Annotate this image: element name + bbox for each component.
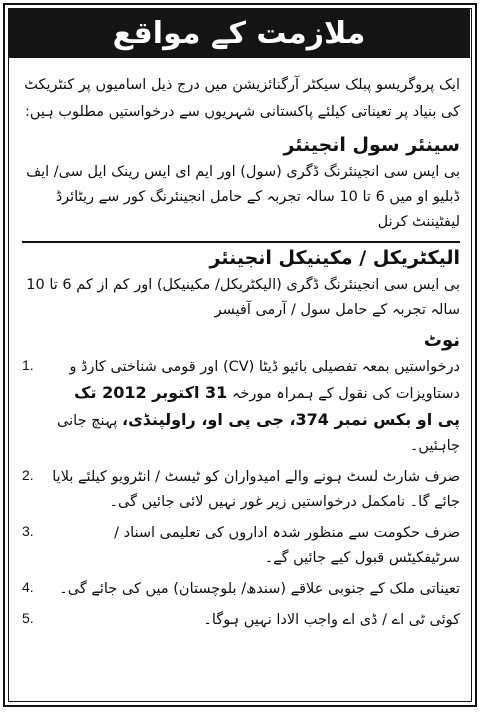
item-text: صرف حکومت سے منظور شدہ اداروں کی تعلیمی اسناد / سرٹیفکیٹس قبول کیے جائیں گے۔ [114, 525, 460, 566]
item-text: صرف شارٹ لسٹ ہونے والے امیدواران کو ٹیسٹ / انٹرویو کیلئے بلایا جائے گا۔ نامکمل درخواستیں زیر غور نہیں لائی جائیں گی۔ [52, 469, 460, 510]
position-title-electrical: الیکٹریکل / مکینیکل انجینئر [22, 241, 460, 271]
item-number: 3. [22, 523, 34, 539]
item-text: کوئی ٹی اے / ڈی اے واجب الادا نہیں ہوگا۔ [203, 612, 460, 628]
item-text: تعیناتی ملک کے جنوبی علاقے (سندھ/ بلوچستان) میں کی جائے گی۔ [59, 581, 460, 597]
ad-content [22, 72, 460, 700]
item-number: 2. [22, 467, 34, 483]
position-description-electrical: بی ایس سی انجینئرنگ ڈگری (الیکٹریکل/ مکینیکل) اور کم از کم 6 تا 10 سالہ تجربہ کے حامل سول / آرمی آفیسر [26, 277, 460, 318]
list-item [22, 465, 460, 515]
item-deadline-address: 31 اکتوبر 2012 تک پی او بکس نمبر 374، جی پی او، راولپنڈی، [74, 383, 460, 429]
item-text-tail: پہنچ جانی چاہئیں۔ [57, 413, 460, 454]
page-title: ملازمت کے مواقع [112, 15, 366, 51]
item-text [57, 359, 460, 454]
notes-heading: نوٹ [423, 330, 460, 351]
list-item [22, 521, 460, 571]
list-item [22, 577, 460, 602]
position-title-civil: سینئر سول انجینئر [283, 134, 460, 156]
item-text-main: درخواستیں بمعہ تفصیلی بائیو ڈیٹا (CV) اور قومی شناختی کارڈ و دستاویزات کی نقول کے ہمراہ مورخہ [69, 359, 460, 402]
list-item [22, 355, 460, 459]
item-number: 5. [22, 610, 34, 626]
item-number: 4. [22, 579, 34, 595]
title-banner [8, 8, 470, 58]
item-number: 1. [22, 357, 34, 373]
list-item [22, 608, 460, 633]
intro-paragraph: ایک پروگریسو پبلک سیکٹر آرگنائزیشن میں درج ذیل اسامیوں پر کنٹریکٹ کی بنیاد پر تعیناتی کیلئے پاکستانی شہریوں سے درخواستیں مطلوب ہیں: [24, 77, 460, 120]
notes-list [22, 355, 460, 633]
position-description-civil: بی ایس سی انجینئرنگ ڈگری (سول) اور ایم ای ایس رینک ایل سی/ ایف ڈبلیو او میں 6 تا 10 سالہ تجربہ کے حامل انجینئرنگ کور سے ریٹائرڈ لیفٹیننٹ کرنل [26, 164, 460, 230]
